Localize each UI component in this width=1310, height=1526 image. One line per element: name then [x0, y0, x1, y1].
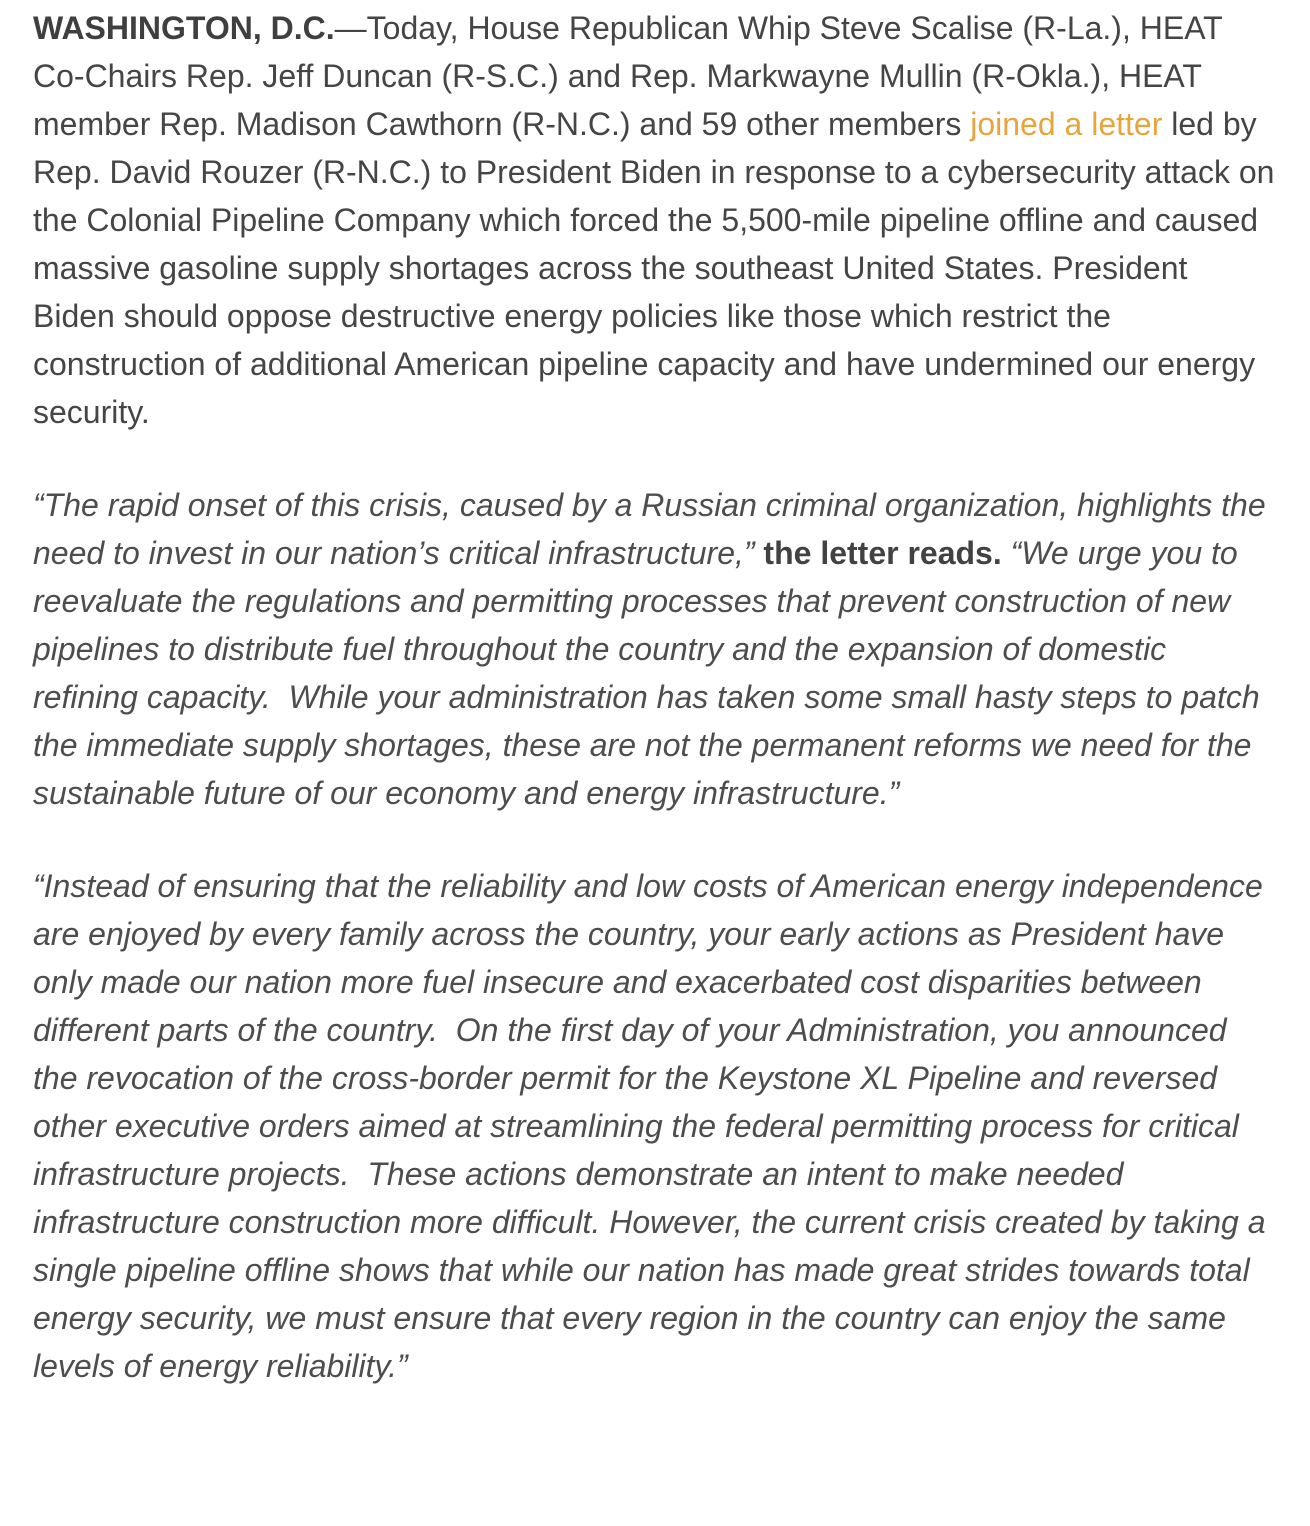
- letter-quote-second: [33, 862, 1277, 1390]
- lead-text-before-link: —Today, House Republican Whip Steve Scalise (R-La.), HEAT Co-Chairs Rep. Jeff Duncan (R-S.C.) and Rep. Markwayne Mullin (R-Okla.), HEAT member Rep. Madison Cawthorn (R-N.C.) and 59 other members: [33, 10, 1232, 142]
- lead-text-after-link: led by Rep. David Rouzer (R-N.C.) to President Biden in response to a cybersecurity attack on the Colonial Pipeline Company which forced the 5,500-mile pipeline offline and caused massive gasoline supply shortages across the southeast United States. President Biden should oppose destructive energy policies like those which restrict the construction of additional American pipeline capacity and have undermined our energy security.: [33, 106, 1284, 430]
- quote-text-after-attribution: “We urge you to reevaluate the regulations and permitting processes that prevent construction of new pipelines to distribute fuel throughout the country and the expansion of domestic refining capacity. While your administration has taken some small hasty steps to patch the immediate supply shortages, these are not the permanent reforms we need for the sustainable future of our economy and energy infrastructure.”: [33, 535, 1269, 811]
- quote-second-text: “Instead of ensuring that the reliability and low costs of American energy independence are enjoyed by every family across the country, your early actions as President have only made our nation more fuel insecure and exacerbated cost disparities between different parts of the country. On the first day of your Administration, you announced the revocation of the cross-border permit for the Keystone XL Pipeline and reversed other executive orders aimed at streamlining the federal permitting process for critical infrastructure projects. These actions demonstrate an intent to make needed infrastructure construction more difficult. However, the current crisis created by taking a single pipeline offline shows that while our nation has made great strides towards total energy security, we must ensure that every region in the country can enjoy the same levels of energy reliability.”: [33, 868, 1275, 1384]
- dateline: WASHINGTON, D.C.: [33, 10, 335, 46]
- lead-paragraph: [33, 4, 1284, 436]
- quote-text-before-attribution: “The rapid onset of this crisis, caused by a Russian criminal organization, highlights the need to invest in our nation’s critical infrastructure,”: [33, 487, 1275, 571]
- joined-a-letter-link[interactable]: joined a letter: [970, 106, 1163, 142]
- letter-quote-first: [33, 481, 1277, 817]
- letter-attribution: the letter reads.: [763, 535, 1002, 571]
